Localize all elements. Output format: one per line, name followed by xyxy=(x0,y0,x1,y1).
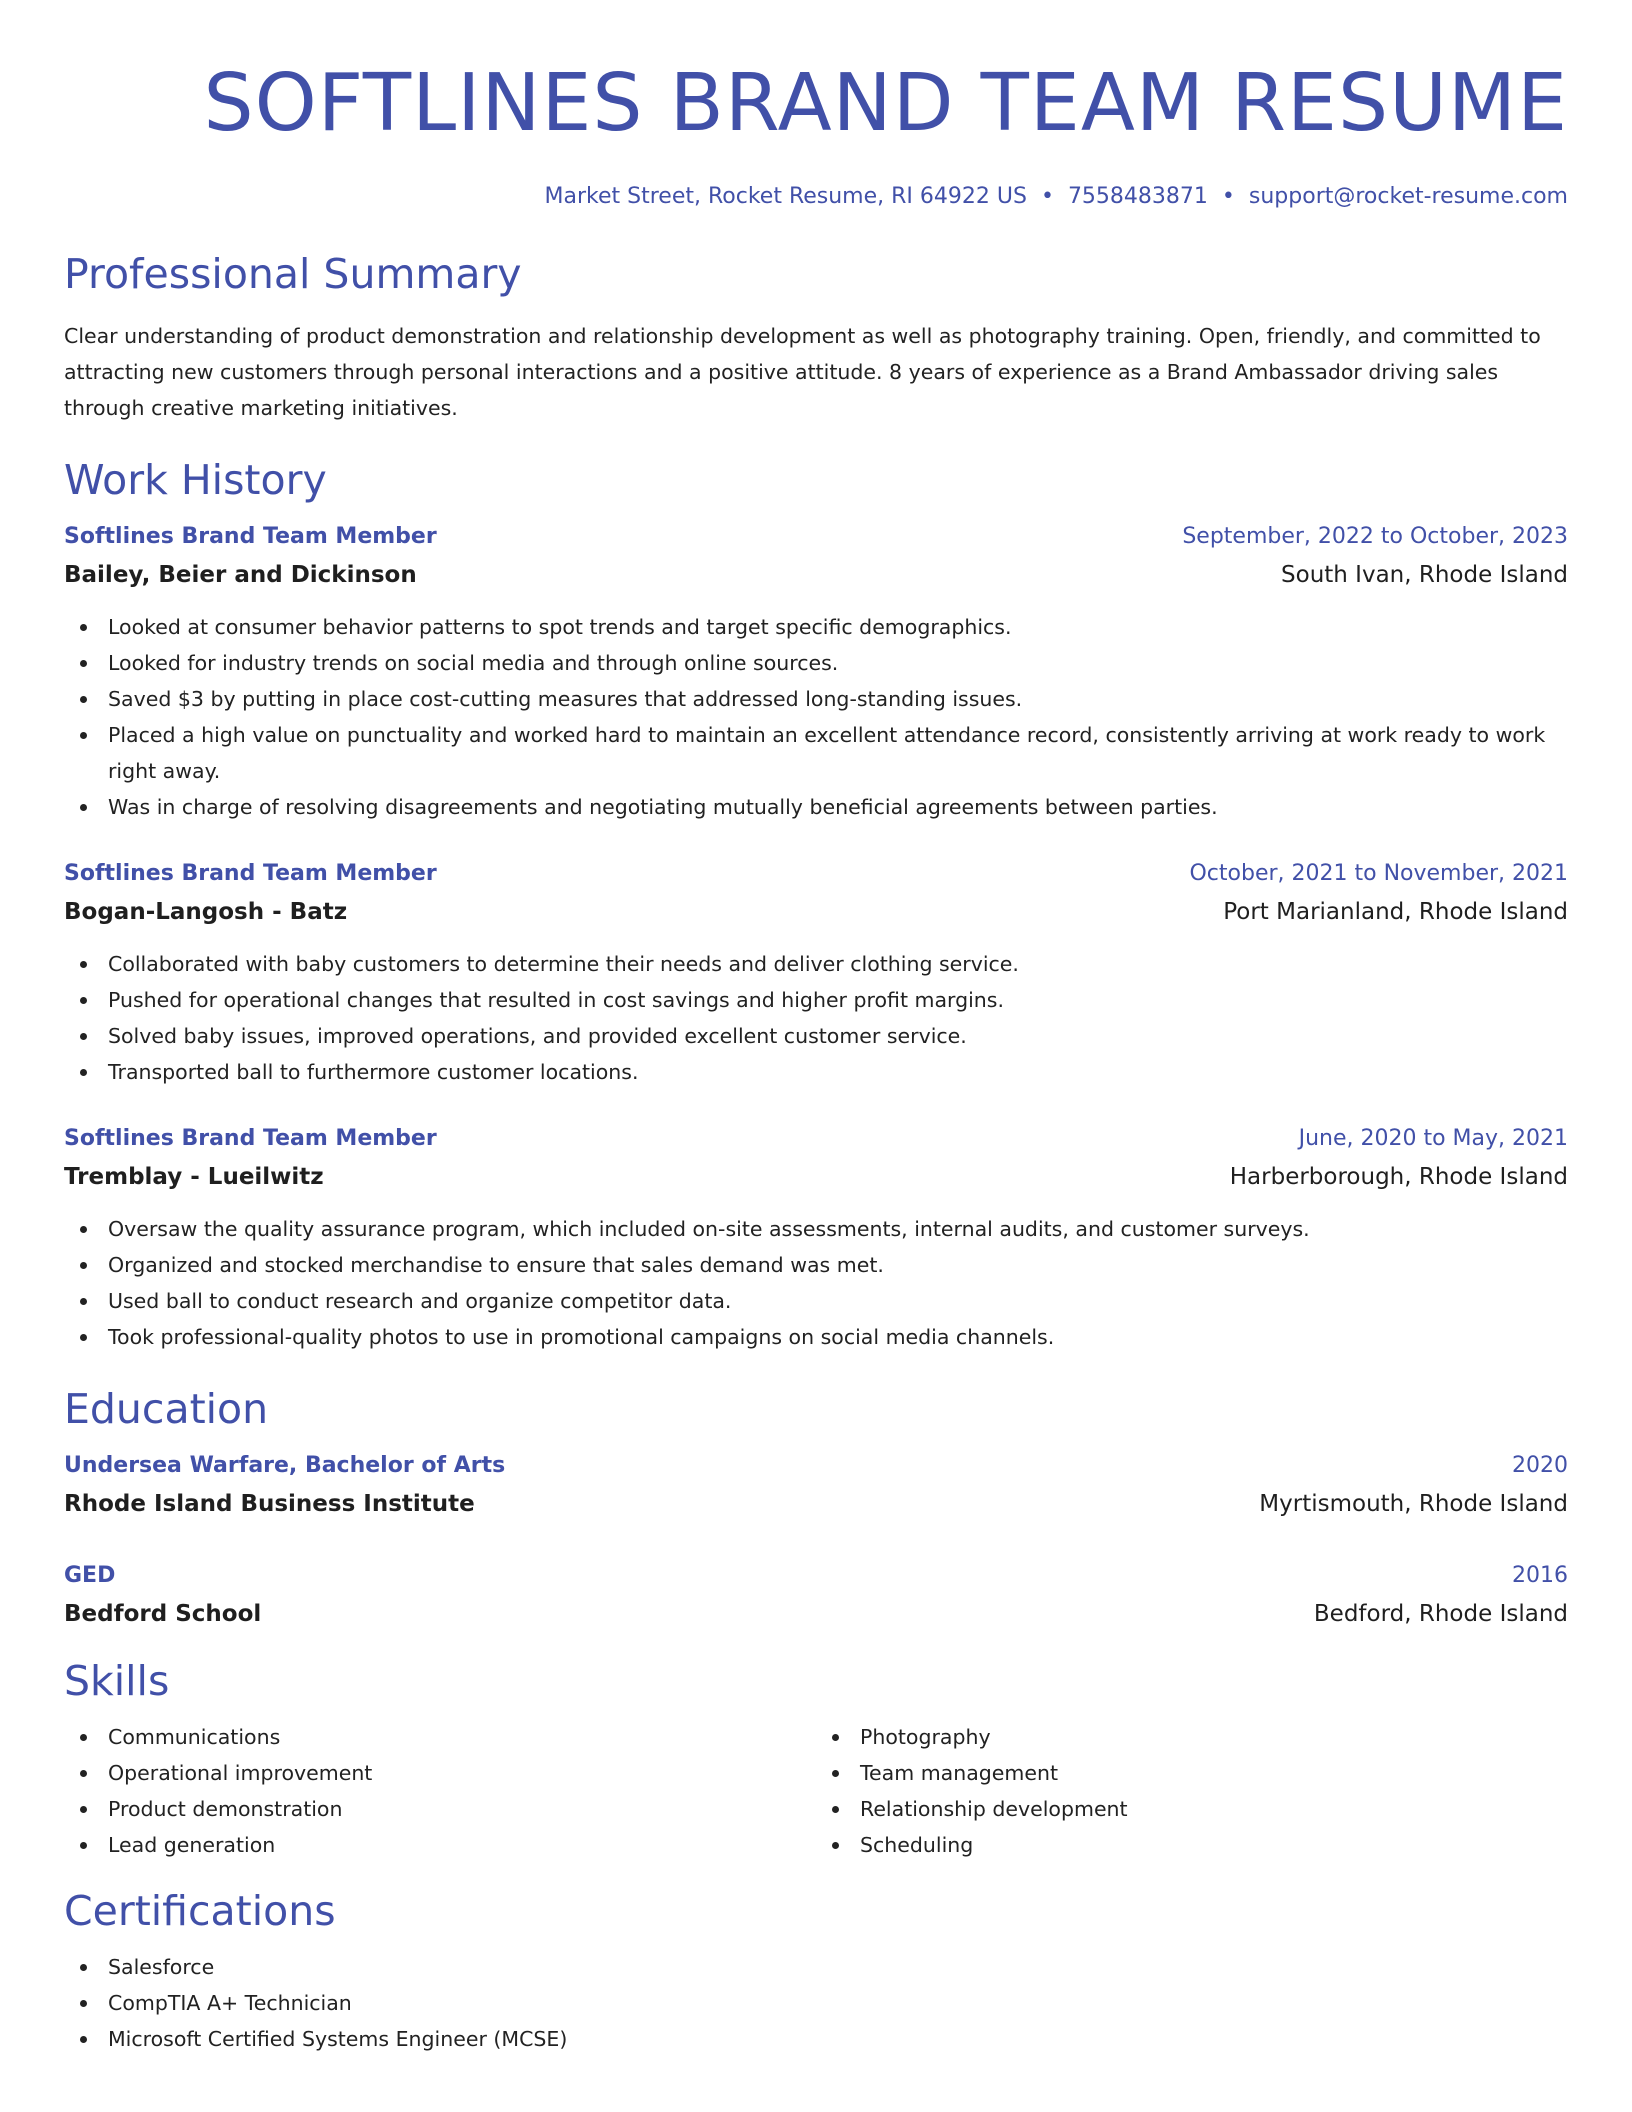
section-heading-summary: Professional Summary xyxy=(64,250,522,298)
section-heading-education: Education xyxy=(64,1385,269,1433)
list-item: Product demonstration xyxy=(64,1791,816,1827)
list-item: Photography xyxy=(816,1719,1568,1755)
job-dates: October, 2021 to November, 2021 xyxy=(1189,861,1568,886)
job-location: Port Marianland, Rhode Island xyxy=(1223,899,1568,925)
list-item: Took professional-quality photos to use in promotional campaigns on social media channels. xyxy=(64,1319,1568,1355)
summary-section xyxy=(64,246,1568,426)
education-school: Bedford School xyxy=(64,1601,262,1627)
work-section xyxy=(64,452,1568,1355)
job-company: Tremblay - Lueilwitz xyxy=(64,1164,324,1190)
job-entry xyxy=(64,518,1568,825)
section-heading-skills: Skills xyxy=(64,1657,170,1705)
job-bullets xyxy=(64,946,1568,1090)
resume-header xyxy=(64,0,1568,212)
job-dates: September, 2022 to October, 2023 xyxy=(1182,524,1568,549)
certifications-list xyxy=(64,1949,1568,2057)
contact-separator: • xyxy=(1040,184,1054,209)
list-item: Was in charge of resolving disagreements and negotiating mutually beneficial agreements between parties. xyxy=(64,789,1568,825)
skills-list-left xyxy=(64,1719,816,1863)
list-item: Team management xyxy=(816,1755,1568,1791)
job-bullets xyxy=(64,609,1568,825)
education-entry xyxy=(64,1557,1568,1633)
list-item: Communications xyxy=(64,1719,816,1755)
list-item: Operational improvement xyxy=(64,1755,816,1791)
job-location: Harberborough, Rhode Island xyxy=(1229,1164,1568,1190)
skills-list-right xyxy=(816,1719,1568,1863)
education-year: 2020 xyxy=(1512,1453,1568,1478)
list-item: Saved $3 by putting in place cost-cutting measures that addressed long-standing issues. xyxy=(64,681,1568,717)
job-entry xyxy=(64,1120,1568,1355)
list-item: Relationship development xyxy=(816,1791,1568,1827)
list-item: CompTIA A+ Technician xyxy=(64,1985,1568,2021)
education-location: Myrtismouth, Rhode Island xyxy=(1259,1491,1568,1517)
contact-line xyxy=(64,182,1568,212)
list-item: Scheduling xyxy=(816,1827,1568,1863)
education-degree: Undersea Warfare, Bachelor of Arts xyxy=(64,1453,506,1478)
list-item: Salesforce xyxy=(64,1949,1568,1985)
job-entry xyxy=(64,855,1568,1090)
education-location: Bedford, Rhode Island xyxy=(1313,1601,1568,1627)
job-dates: June, 2020 to May, 2021 xyxy=(1298,1126,1568,1151)
list-item: Pushed for operational changes that resulted in cost savings and higher profit margins. xyxy=(64,982,1568,1018)
job-company-row xyxy=(64,893,1568,931)
job-role: Softlines Brand Team Member xyxy=(64,1126,437,1151)
education-degree: GED xyxy=(64,1563,116,1588)
education-degree-row xyxy=(64,1557,1568,1595)
resume-title: SOFTLINES BRAND TEAM RESUME xyxy=(203,57,1568,149)
job-company-row xyxy=(64,556,1568,594)
education-entry xyxy=(64,1447,1568,1523)
list-item: Microsoft Certified Systems Engineer (MCSE) xyxy=(64,2021,1568,2057)
certifications-section xyxy=(64,1883,1568,2057)
list-item: Used ball to conduct research and organize competitor data. xyxy=(64,1283,1568,1319)
list-item: Placed a high value on punctuality and worked hard to maintain an excellent attendance record, consistently arriving at work ready to work right away. xyxy=(64,717,1568,789)
education-school: Rhode Island Business Institute xyxy=(64,1491,475,1517)
contact-phone: 7558483871 xyxy=(1067,184,1208,209)
skills-section xyxy=(64,1653,1568,1863)
job-title-row xyxy=(64,855,1568,893)
list-item: Collaborated with baby customers to determine their needs and deliver clothing service. xyxy=(64,946,1568,982)
list-item: Lead generation xyxy=(64,1827,816,1863)
job-company: Bogan-Langosh - Batz xyxy=(64,899,348,925)
skills-grid xyxy=(64,1719,1568,1863)
job-title-row xyxy=(64,1120,1568,1158)
job-role: Softlines Brand Team Member xyxy=(64,524,437,549)
job-location: South Ivan, Rhode Island xyxy=(1281,562,1568,588)
summary-text: Clear understanding of product demonstration and relationship development as well as photography training. Open, friendly, and committed to attracting new customers through personal interactions and a positive attitude. 8 years of experience as a Brand Ambassador driving sales through creative marketing initiatives. xyxy=(64,324,1541,420)
contact-email[interactable]: support@rocket-resume.com xyxy=(1248,184,1568,209)
list-item: Organized and stocked merchandise to ensure that sales demand was met. xyxy=(64,1247,1568,1283)
list-item: Looked for industry trends on social media and through online sources. xyxy=(64,645,1568,681)
education-school-row xyxy=(64,1485,1568,1523)
job-role: Softlines Brand Team Member xyxy=(64,861,437,886)
education-school-row xyxy=(64,1595,1568,1633)
job-company-row xyxy=(64,1158,1568,1196)
education-section xyxy=(64,1381,1568,1633)
list-item: Solved baby issues, improved operations, and provided excellent customer service. xyxy=(64,1018,1568,1054)
list-item: Looked at consumer behavior patterns to spot trends and target specific demographics. xyxy=(64,609,1568,645)
section-heading-work: Work History xyxy=(64,456,327,504)
education-year: 2016 xyxy=(1512,1563,1568,1588)
contact-address: Market Street, Rocket Resume, RI 64922 US xyxy=(544,184,1027,209)
contact-separator: • xyxy=(1221,184,1235,209)
education-degree-row xyxy=(64,1447,1568,1485)
job-title-row xyxy=(64,518,1568,556)
list-item: Transported ball to furthermore customer locations. xyxy=(64,1054,1568,1090)
job-company: Bailey, Beier and Dickinson xyxy=(64,562,417,588)
section-heading-certifications: Certifications xyxy=(64,1887,336,1935)
job-bullets xyxy=(64,1211,1568,1355)
list-item: Oversaw the quality assurance program, which included on-site assessments, internal audits, and customer surveys. xyxy=(64,1211,1568,1247)
